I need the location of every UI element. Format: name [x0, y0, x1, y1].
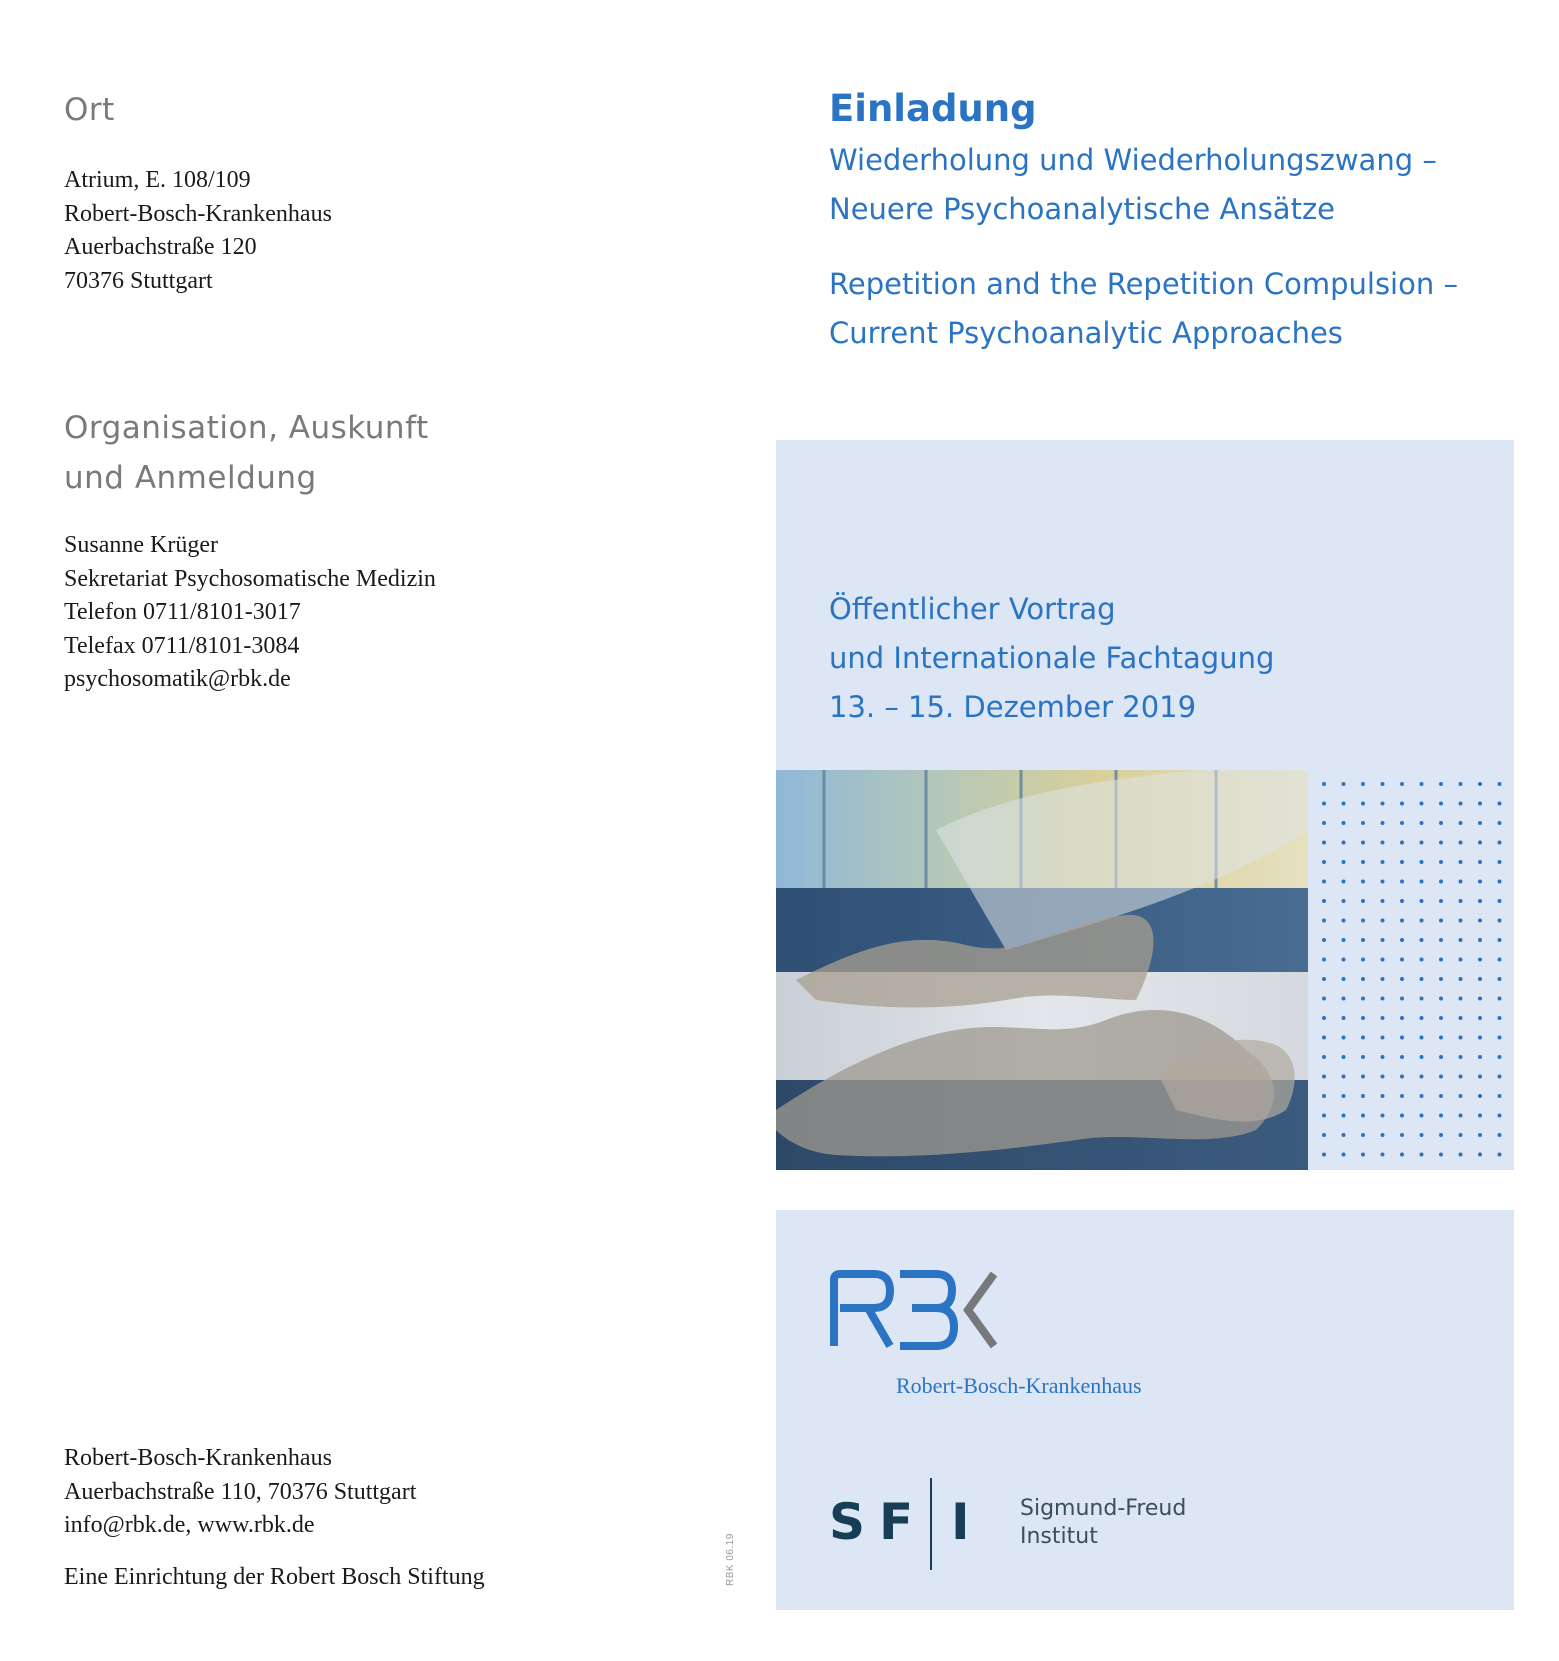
event-type: und Internationale Fachtagung	[829, 641, 1275, 675]
sfi-name-line: Sigmund-Freud	[1020, 1496, 1187, 1521]
footer-line: Auerbachstraße 110, 70376 Stuttgart	[64, 1478, 417, 1505]
invitation-title: Einladung	[829, 87, 1037, 130]
footer-line: Robert-Bosch-Krankenhaus	[64, 1445, 332, 1471]
footer-foundation: Eine Einrichtung der Robert Bosch Stiftung	[64, 1564, 485, 1590]
subtitle-line: Current Psychoanalytic Approaches	[829, 316, 1343, 350]
footer-address	[64, 1442, 416, 1543]
venue-line: Auerbachstraße 120	[64, 234, 257, 260]
event-date: 13. – 15. Dezember 2019	[829, 690, 1197, 724]
english-subtitle	[829, 260, 1458, 358]
contact-department: Sekretariat Psychosomatische Medizin	[64, 565, 436, 592]
sfi-name	[1020, 1495, 1186, 1551]
contact-heading-line: Organisation, Auskunft	[64, 410, 429, 446]
sfi-divider	[930, 1478, 932, 1570]
contact-details	[64, 529, 436, 697]
venue-heading: Ort	[64, 92, 115, 128]
dot-pattern	[1318, 778, 1508, 1163]
contact-person: Susanne Krüger	[64, 532, 218, 558]
rbk-name: Robert-Bosch-Krankenhaus	[896, 1373, 1142, 1398]
contact-heading-line: und Anmeldung	[64, 460, 317, 496]
event-info	[829, 585, 1274, 732]
subtitle-line: Neuere Psychoanalytische Ansätze	[829, 192, 1336, 226]
contact-fax: Telefax 0711/8101-3084	[64, 632, 300, 659]
print-code: RBK 06.19	[725, 1533, 736, 1586]
rbk-logo	[830, 1270, 1000, 1350]
contact-email-link[interactable]: psychosomatik@rbk.de	[64, 666, 291, 692]
venue-line: 70376 Stuttgart	[64, 267, 213, 294]
contact-phone: Telefon 0711/8101-3017	[64, 599, 301, 625]
contact-heading	[64, 403, 429, 503]
event-type: Öffentlicher Vortrag	[829, 592, 1116, 626]
venue-line: Robert-Bosch-Krankenhaus	[64, 200, 332, 227]
venue-address	[64, 164, 332, 298]
sfi-name-line: Institut	[1020, 1524, 1098, 1549]
atrium-sculpture-photo	[776, 770, 1308, 1170]
footer-links[interactable]: info@rbk.de, www.rbk.de	[64, 1512, 315, 1538]
subtitle-line: Repetition and the Repetition Compulsion –	[829, 267, 1458, 301]
venue-line: Atrium, E. 108/109	[64, 167, 251, 193]
german-subtitle	[829, 136, 1437, 234]
subtitle-line: Wiederholung und Wiederholungszwang –	[829, 143, 1437, 177]
